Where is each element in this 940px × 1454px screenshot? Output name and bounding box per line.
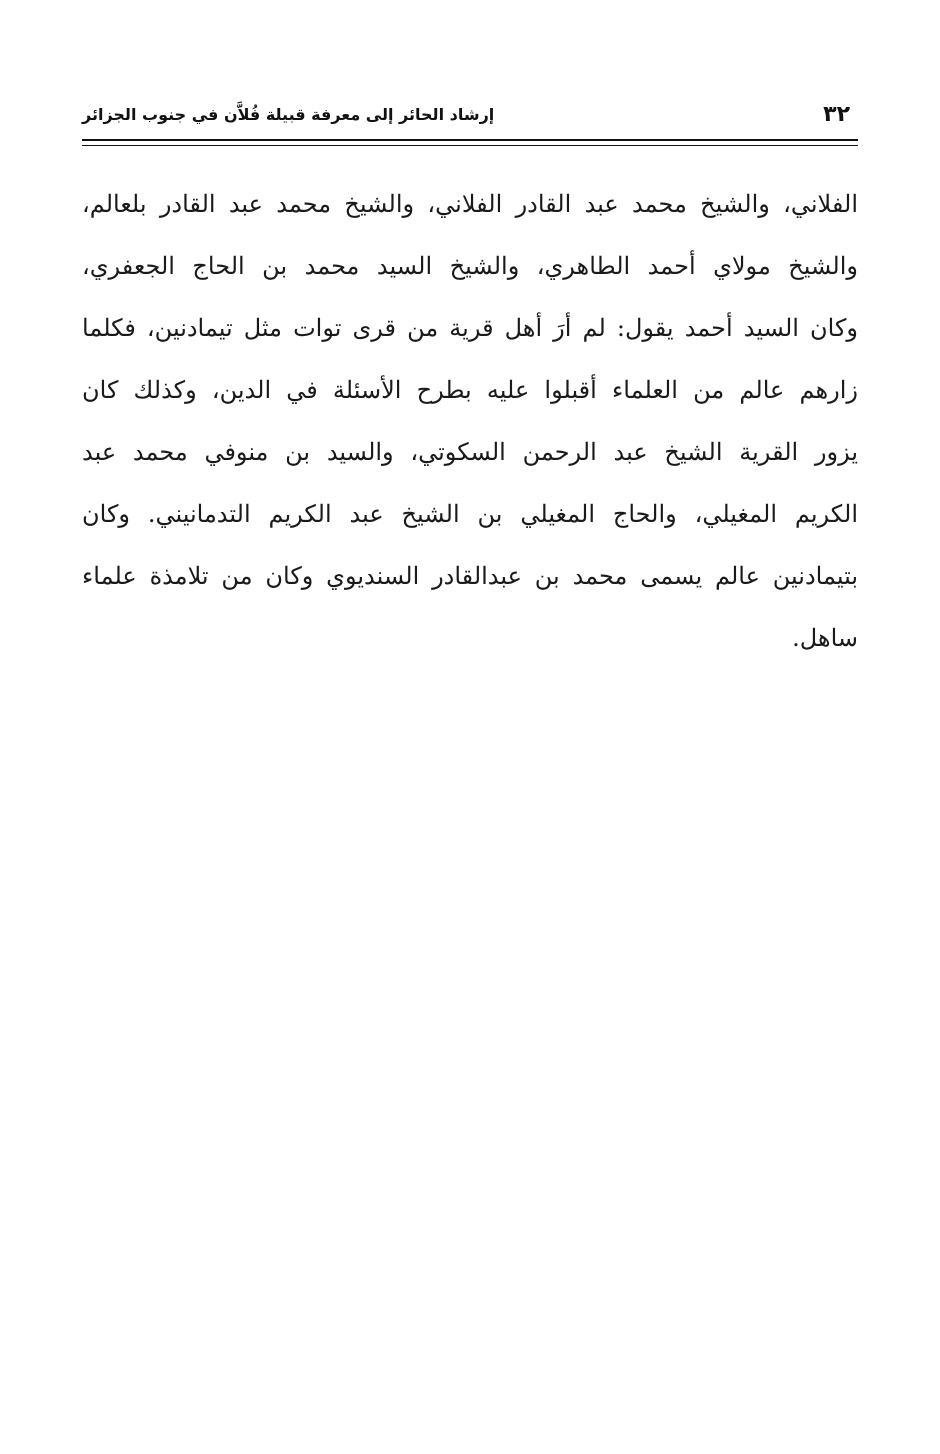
text-line: يزور القرية الشيخ عبد الرحمن السكوتي، والسيد بن منوفي محمد عبد [82, 438, 858, 466]
text-line: زارهم عالم من العلماء أقبلوا عليه بطرح الأسئلة في الدين، وكذلك كان [82, 376, 858, 404]
header-rule-thick [82, 139, 858, 141]
running-header [82, 98, 858, 138]
text-line: الكريم المغيلي، والحاج المغيلي بن الشيخ عبد الكريم التدمانيني. وكان [82, 500, 858, 528]
text-line: الفلاني، والشيخ محمد عبد القادر الفلاني، والشيخ محمد عبد القادر بلعالم، [82, 190, 859, 218]
text-line-last: ساهل. [792, 624, 858, 652]
page-number: ٣٢ [823, 102, 850, 127]
book-title: إرشاد الحائر إلى معرفة قبيلة فُلاَّن في جنوب الجزائر [82, 105, 495, 124]
header-rule-thin [82, 145, 858, 146]
text-line: والشيخ مولاي أحمد الطاهري، والشيخ السيد محمد بن الحاج الجعفري، [82, 252, 858, 280]
body-text [82, 178, 858, 674]
text-line: بتيمادنين عالم يسمى محمد بن عبدالقادر السنديوي وكان من تلامذة علماء [82, 562, 858, 590]
text-line: وكان السيد أحمد يقول: لم أرَ أهل قرية من قرى توات مثل تيمادنين، فكلما [82, 314, 858, 342]
